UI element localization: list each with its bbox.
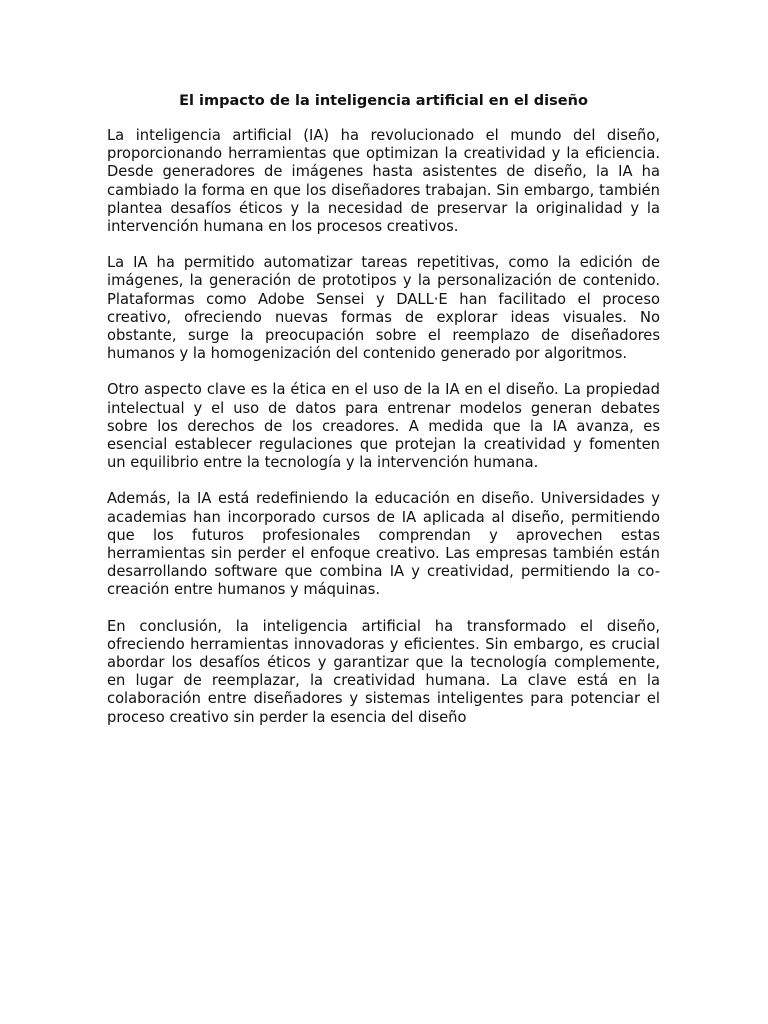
document-page xyxy=(107,92,660,745)
paragraph-automation: La IA ha permitido automatizar tareas repetitivas, como la edición de imágenes, la generación de prototipos y la personalización de contenido. Plataformas como Adobe Sensei y DALL·E han facilitado el proceso creativo, ofreciendo nuevas formas de explorar ideas visuales. No obstante, surge la preocupación sobre el reemplazo de diseñadores humanos y la homogenización del contenido generado por algoritmos. xyxy=(107,254,660,363)
document-title: El impacto de la inteligencia artificial en el diseño xyxy=(179,93,588,109)
paragraph-conclusion: En conclusión, la inteligencia artificial ha transformado el diseño, ofreciendo herramientas innovadoras y eficientes. Sin embargo, es crucial abordar los desafíos éticos y garantizar que la tecnología complemente, en lugar de reemplazar, la creatividad humana. La clave está en la colaboración entre diseñadores y sistemas inteligentes para potenciar el proceso creativo sin perder la esencia del diseño xyxy=(107,617,660,726)
paragraph-ethics: Otro aspecto clave es la ética en el uso de la IA en el diseño. La propiedad intelectual y el uso de datos para entrenar modelos generan debates sobre los derechos de los creadores. A medida que la IA avanza, es esencial establecer regulaciones que protejan la creatividad y fomenten un equilibrio entre la tecnología y la intervención humana. xyxy=(107,381,660,472)
paragraph-intro: La inteligencia artificial (IA) ha revolucionado el mundo del diseño, proporcionando herramientas que optimizan la creatividad y la eficiencia. Desde generadores de imágenes hasta asistentes de diseño, la IA ha cambiado la forma en que los diseñadores trabajan. Sin embargo, también plantea desafíos éticos y la necesidad de preservar la originalidad y la intervención humana en los procesos creativos. xyxy=(107,127,660,236)
paragraph-education: Además, la IA está redefiniendo la educación en diseño. Universidades y academias han incorporado cursos de IA aplicada al diseño, permitiendo que los futuros profesionales comprendan y aprovechen estas herramientas sin perder el enfoque creativo. Las empresas también están desarrollando software que combina IA y creatividad, permitiendo la co-creación entre humanos y máquinas. xyxy=(107,490,660,599)
